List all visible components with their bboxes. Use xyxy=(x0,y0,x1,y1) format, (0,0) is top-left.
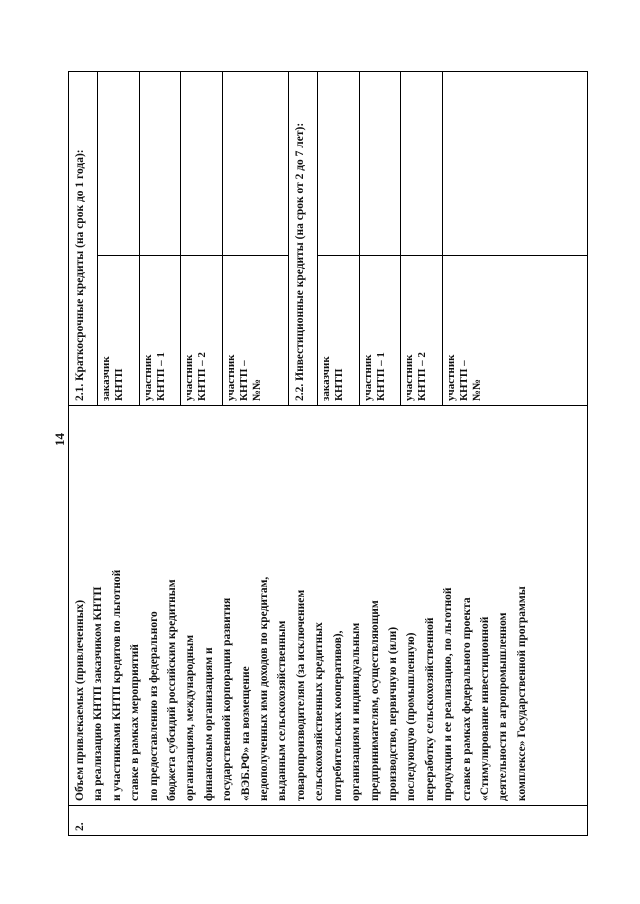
short-value-2 xyxy=(181,71,223,255)
row-description: Объем привлекаемых (привлеченных) на реализацию КНТП заказчиком КНТП и участниками КНТП кредитов по льготной ставке в рамках мероприятий по предоставлению из федерального бюджета субсидий российским кредитным организациям, международным финансовым организациям и государственной корпорации развития «ВЭБ.РФ» на возмещение недополученных ими доходов по кредитам, выданным сельскохозяйственным товаропроизводителям (за исключением сельскохозяйственных кредитных потребительских кооперативов), организациям и индивидуальным предпринимателям, осуществляющим производство, первичную и (или) последующую (промышленную) переработку сельскохозяйственной продукции и ее реализацию, по льготной ставке в рамках федерального проекта «Стимулирование инвестиционной деятельности в агропромышленном комплексе» Государственной программы xyxy=(74,569,528,801)
row-number-cell xyxy=(69,806,588,836)
short-item-2: участник КНТП – 2 xyxy=(181,256,223,406)
invest-value-3 xyxy=(442,71,587,255)
short-item-1: участник КНТП – 1 xyxy=(139,256,181,406)
short-value-1 xyxy=(139,71,181,255)
invest-value-1 xyxy=(359,71,401,255)
section-invest-header: 2.2. Инвестиционные кредиты (на срок от 2 до 7 лет): xyxy=(289,71,318,405)
invest-value-2 xyxy=(401,71,443,255)
row-number: 2. xyxy=(74,822,86,831)
short-item-0: заказчик КНТП xyxy=(98,256,140,406)
invest-item-0: заказчик КНТП xyxy=(318,256,360,406)
short-value-3 xyxy=(222,71,288,255)
description-cell xyxy=(69,406,588,806)
invest-value-0 xyxy=(318,71,360,255)
short-item-3: участник КНТП – №№ xyxy=(222,256,288,406)
credit-table xyxy=(68,71,588,836)
rotated-table-wrapper xyxy=(68,72,588,836)
short-value-0 xyxy=(98,71,140,255)
page-number: 14 xyxy=(52,433,67,446)
invest-item-3: участник КНТП – №№ xyxy=(442,256,587,406)
invest-item-2: участник КНТП – 2 xyxy=(401,256,443,406)
section-short-header: 2.1. Краткосрочные кредиты (на срок до 1 года): xyxy=(69,71,98,405)
invest-item-1: участник КНТП – 1 xyxy=(359,256,401,406)
